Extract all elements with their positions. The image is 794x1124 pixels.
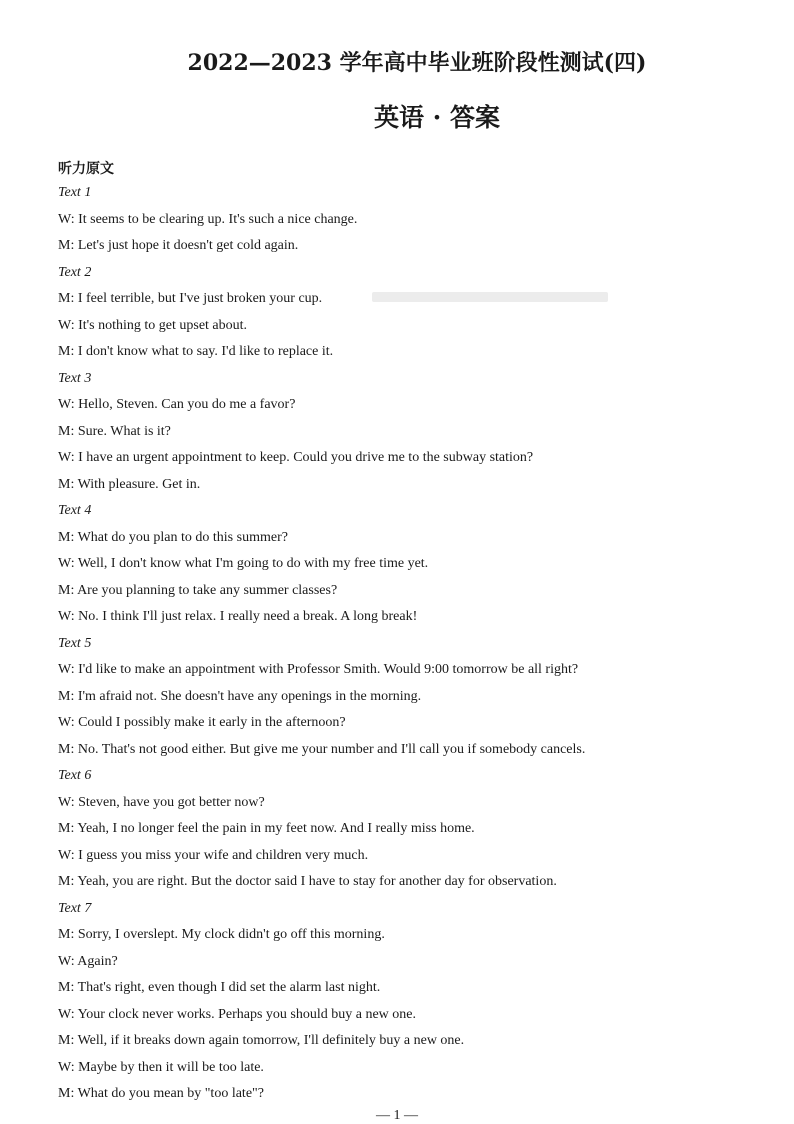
dialogue-line: W: Your clock never works. Perhaps you should buy a new one. [58, 1006, 416, 1022]
dialogue-line: M: What do you plan to do this summer? [58, 529, 288, 545]
dialogue-line: W: No. I think I'll just relax. I really need a break. A long break! [58, 609, 418, 624]
text-heading: Text 5 [58, 635, 92, 651]
text-heading: Text 6 [58, 768, 92, 783]
dialogue-line: W: I'd like to make an appointment with Professor Smith. Would 9:00 tomorrow be all right? [58, 662, 579, 677]
dialogue-line: W: Could I possibly make it early in the afternoon? [58, 715, 346, 730]
dialogue-line: M: With pleasure. Get in. [58, 476, 201, 492]
dialogue-line: W: I have an urgent appointment to keep. Could you drive me to the subway station? [58, 450, 534, 465]
dialogue-line: W: Again? [58, 953, 118, 969]
dialogue-line: W: Hello, Steven. Can you do me a favor? [58, 397, 296, 412]
text-heading: Text 4 [58, 503, 92, 518]
dialogue-line: M: No. That's not good either. But give me your number and I'll call you if somebody cancels. [58, 741, 586, 757]
transcript [58, 180, 758, 1108]
dialogue-line: W: It's nothing to get upset about. [58, 317, 248, 333]
dialogue-line: W: Well, I don't know what I'm going to do with my free time yet. [58, 556, 429, 571]
dialogue-line: M: That's right, even though I did set the alarm last night. [58, 980, 381, 995]
dialogue-line: M: I'm afraid not. She doesn't have any openings in the morning. [58, 688, 422, 704]
dialogue-line: M: What do you mean by "too late"? [58, 1086, 264, 1101]
text-heading: Text 7 [58, 900, 92, 916]
dialogue-line: M: Yeah, I no longer feel the pain in my feet now. And I really miss home. [58, 821, 475, 836]
dialogue-line: M: I don't know what to say. I'd like to replace it. [58, 344, 334, 359]
dialogue-line: M: Yeah, you are right. But the doctor said I have to stay for another day for observation. [58, 874, 557, 889]
dialogue-line: M: Sorry, I overslept. My clock didn't go off this morning. [58, 927, 385, 942]
text-heading: Text 2 [58, 264, 92, 280]
dialogue-line: W: Steven, have you got better now? [58, 794, 265, 810]
dialogue-line: W: Maybe by then it will be too late. [58, 1059, 264, 1075]
dialogue-line: M: Well, if it breaks down again tomorrow, I'll definitely buy a new one. [58, 1033, 465, 1048]
text-heading: Text 3 [58, 370, 92, 386]
text-heading: Text 1 [58, 185, 92, 200]
document-subtitle: 英语 · 答案 [373, 103, 501, 132]
document-title: 2022—2023 学年高中毕业班阶段性测试(四) [187, 50, 647, 76]
dialogue-line: W: It seems to be clearing up. It's such a nice change. [58, 211, 358, 227]
section-title: 听力原文 [58, 161, 114, 177]
page-number: — 1 — [376, 1108, 418, 1123]
dialogue-line: W: I guess you miss your wife and children very much. [58, 847, 369, 863]
dialogue-line: M: Let's just hope it doesn't get cold again. [58, 238, 299, 253]
dialogue-line: M: I feel terrible, but I've just broken your cup. [58, 291, 323, 306]
dialogue-line: M: Are you planning to take any summer classes? [58, 582, 338, 598]
dialogue-line: M: Sure. What is it? [58, 423, 171, 439]
